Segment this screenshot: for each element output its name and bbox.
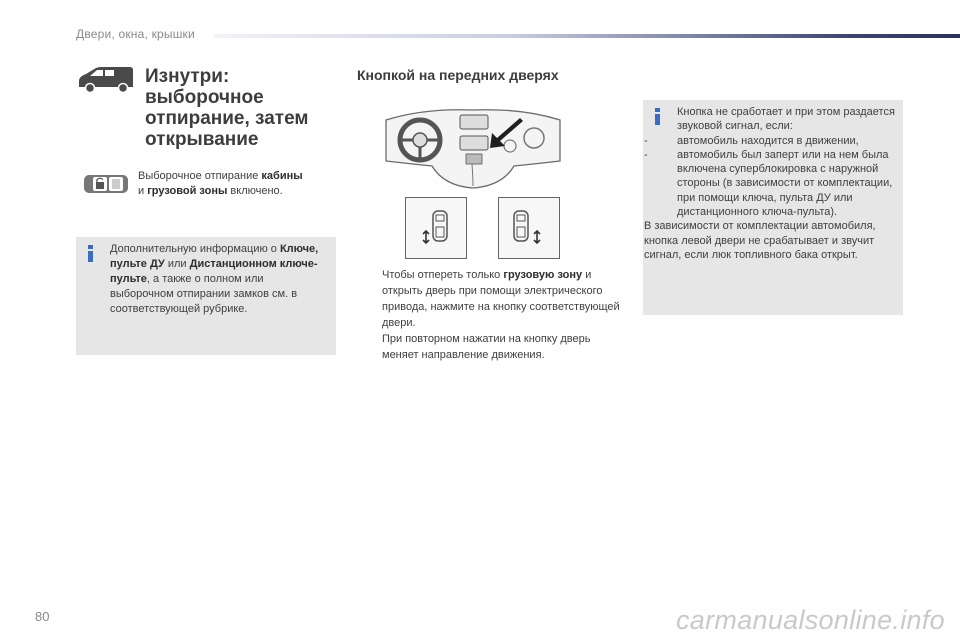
info-box-left [76, 237, 336, 355]
list-item: - автомобиль находится в движении, [644, 134, 859, 147]
pointer-marker-icon [360, 267, 382, 331]
sliding-door-left-icon [406, 198, 466, 258]
right-door-button-image [498, 197, 560, 259]
dashboard-illustration [384, 106, 562, 191]
list-item: - автомобиль был заперт или на нем была включена суперблокировка с наружной стороны (в зависимости от комплектации, при помощи ключа, пульта ДУ или дистанционного ключа-пульта). [644, 148, 893, 219]
left-door-button-image [405, 197, 467, 259]
info-text: Кнопка не сработает и при этом раздается звуковой сигнал, если: - автомобиль находится в движении, - автомобиль был заперт или на нем была включена суперблокировка с наружной стороны (в зависимости от комплектации, при помощи ключа, пульта ДУ или дистанционного ключа-пульта). В зависимости от комплектации автомобиля, кнопка левой двери не срабатывает и звучит сигнал, если люк топливного бака открыт. [677, 105, 899, 262]
sliding-door-right-icon [499, 198, 559, 258]
info-icon [654, 108, 661, 125]
header-gradient-line [214, 34, 960, 38]
instruction-steps [360, 267, 620, 363]
van-icon [76, 66, 136, 94]
watermark: carmanualsonline.info [676, 605, 945, 635]
pointer-marker-icon [360, 331, 382, 363]
list-item: При повторном нажатии на кнопку дверь меняет направление движения. [360, 331, 620, 363]
list-item: Чтобы отпереть только грузовую зону и открыть дверь при помощи электрического привода, нажмите на кнопку соответствующей двери. [360, 267, 620, 331]
section-header: Двери, окна, крышки [76, 27, 195, 41]
section-heading: Кнопкой на передних дверях [357, 67, 559, 83]
page-number: 80 [35, 609, 50, 624]
selective-unlock-description: Выборочное отпирание кабины и грузовой зоны включено. [138, 170, 303, 197]
selective-unlock-icon [82, 172, 130, 196]
info-box-right [643, 100, 903, 315]
info-icon [87, 245, 94, 262]
info-text: Дополнительную информацию о Ключе, пульте ДУ или Дистанционном ключе-пульте, а также о полном или выборочном отпирании замков см. в соответствующей рубрике. [110, 243, 319, 315]
main-heading: Изнутри: выборочное отпирание, затем открывание [145, 66, 309, 150]
